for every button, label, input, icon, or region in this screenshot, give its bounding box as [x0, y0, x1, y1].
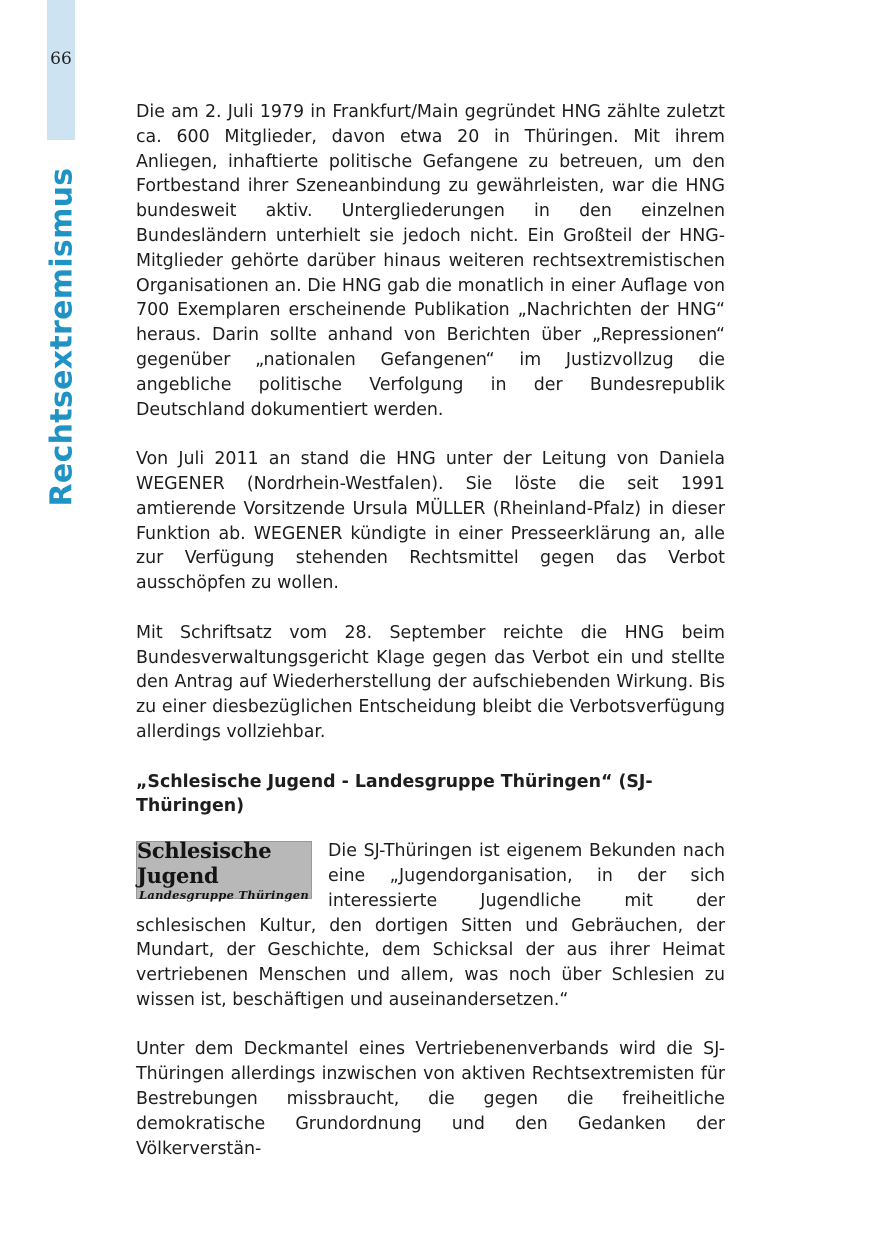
logo-subtitle: Landesgruppe Thüringen	[139, 887, 309, 902]
logo-title: Schlesische Jugend	[137, 837, 272, 888]
paragraph-sj-self-description: Die SJ-Thüringen ist eigenem Bekunden nach eine „Jugendorganisation, in der sich interessierte Jugendliche mit der schlesischen Kultur, den dortigen Sitten und Gebräuchen, der Mundart, der Geschichte, dem Schicksal der aus ihrer Heimat vertriebenen Menschen und allem, was noch über Schlesien zu wissen ist, beschäftigen und auseinandersetzen.“	[136, 841, 725, 1010]
sj-logo-image	[136, 837, 312, 902]
page-number-tab	[47, 0, 75, 140]
section-title: Rechtsextremismus	[44, 167, 80, 507]
main-content	[136, 100, 725, 1186]
page-number: 66	[50, 49, 72, 69]
section-heading-sj: „Schlesische Jugend - Landesgruppe Thüringen“ (SJ-Thüringen)	[136, 771, 653, 817]
paragraph-hng-lawsuit: Mit Schriftsatz vom 28. September reichte die HNG beim Bundesverwaltungsgericht Klage gegen das Verbot ein und stellte den Antrag auf Wiederherstellung der aufschiebenden Wirkung. Bis zu einer diesbezüglichen Entscheidung bleibt die Verbotsverfügung allerdings vollziehbar.	[136, 622, 725, 742]
paragraph-hng-leadership: Von Juli 2011 an stand die HNG unter der Leitung von Daniela WEGENER (Nordrhein-Westfalen). Sie löste die seit 1991 amtierende Vorsitzende Ursula MÜLLER (Rheinland-Pfalz) in dieser Funktion ab. WEGENER kündigte in einer Presseerklärung an, alle zur Verfügung stehenden Rechtsmittel gegen das Verbot ausschöpfen zu wollen.	[136, 449, 725, 594]
paragraph-sj-misuse: Unter dem Deckmantel eines Vertriebenenverbands wird die SJ-Thüringen allerdings inzwischen von aktiven Rechtsextremisten für Bestrebungen missbraucht, die gegen die freiheitliche demokratische Grundordnung und den Gedanken der Völkerverstän-	[136, 1039, 725, 1159]
paragraph-hng-history: Die am 2. Juli 1979 in Frankfurt/Main gegründet HNG zählte zuletzt ca. 600 Mitglieder, davon etwa 20 in Thüringen. Mit ihrem Anliegen, inhaftierte politische Gefangene zu betreuen, um den Fortbestand ihrer Szeneanbindung zu gewährleisten, war die HNG bundesweit aktiv. Untergliederungen in den einzelnen Bundesländern unterhielt sie jedoch nicht. Ein Großteil der HNG-Mitglieder gehörte darüber hinaus weiteren rechtsextremistischen Organisationen an. Die HNG gab die monatlich in einer Auflage von 700 Exemplaren erscheinende Publikation „Nachrichten der HNG“ heraus. Darin sollte anhand von Berichten über „Repressionen“ gegenüber „nationalen Gefangenen“ im Justizvollzug die angebliche politische Verfolgung in der Bundesrepublik Deutschland dokumentiert werden.	[136, 102, 725, 420]
